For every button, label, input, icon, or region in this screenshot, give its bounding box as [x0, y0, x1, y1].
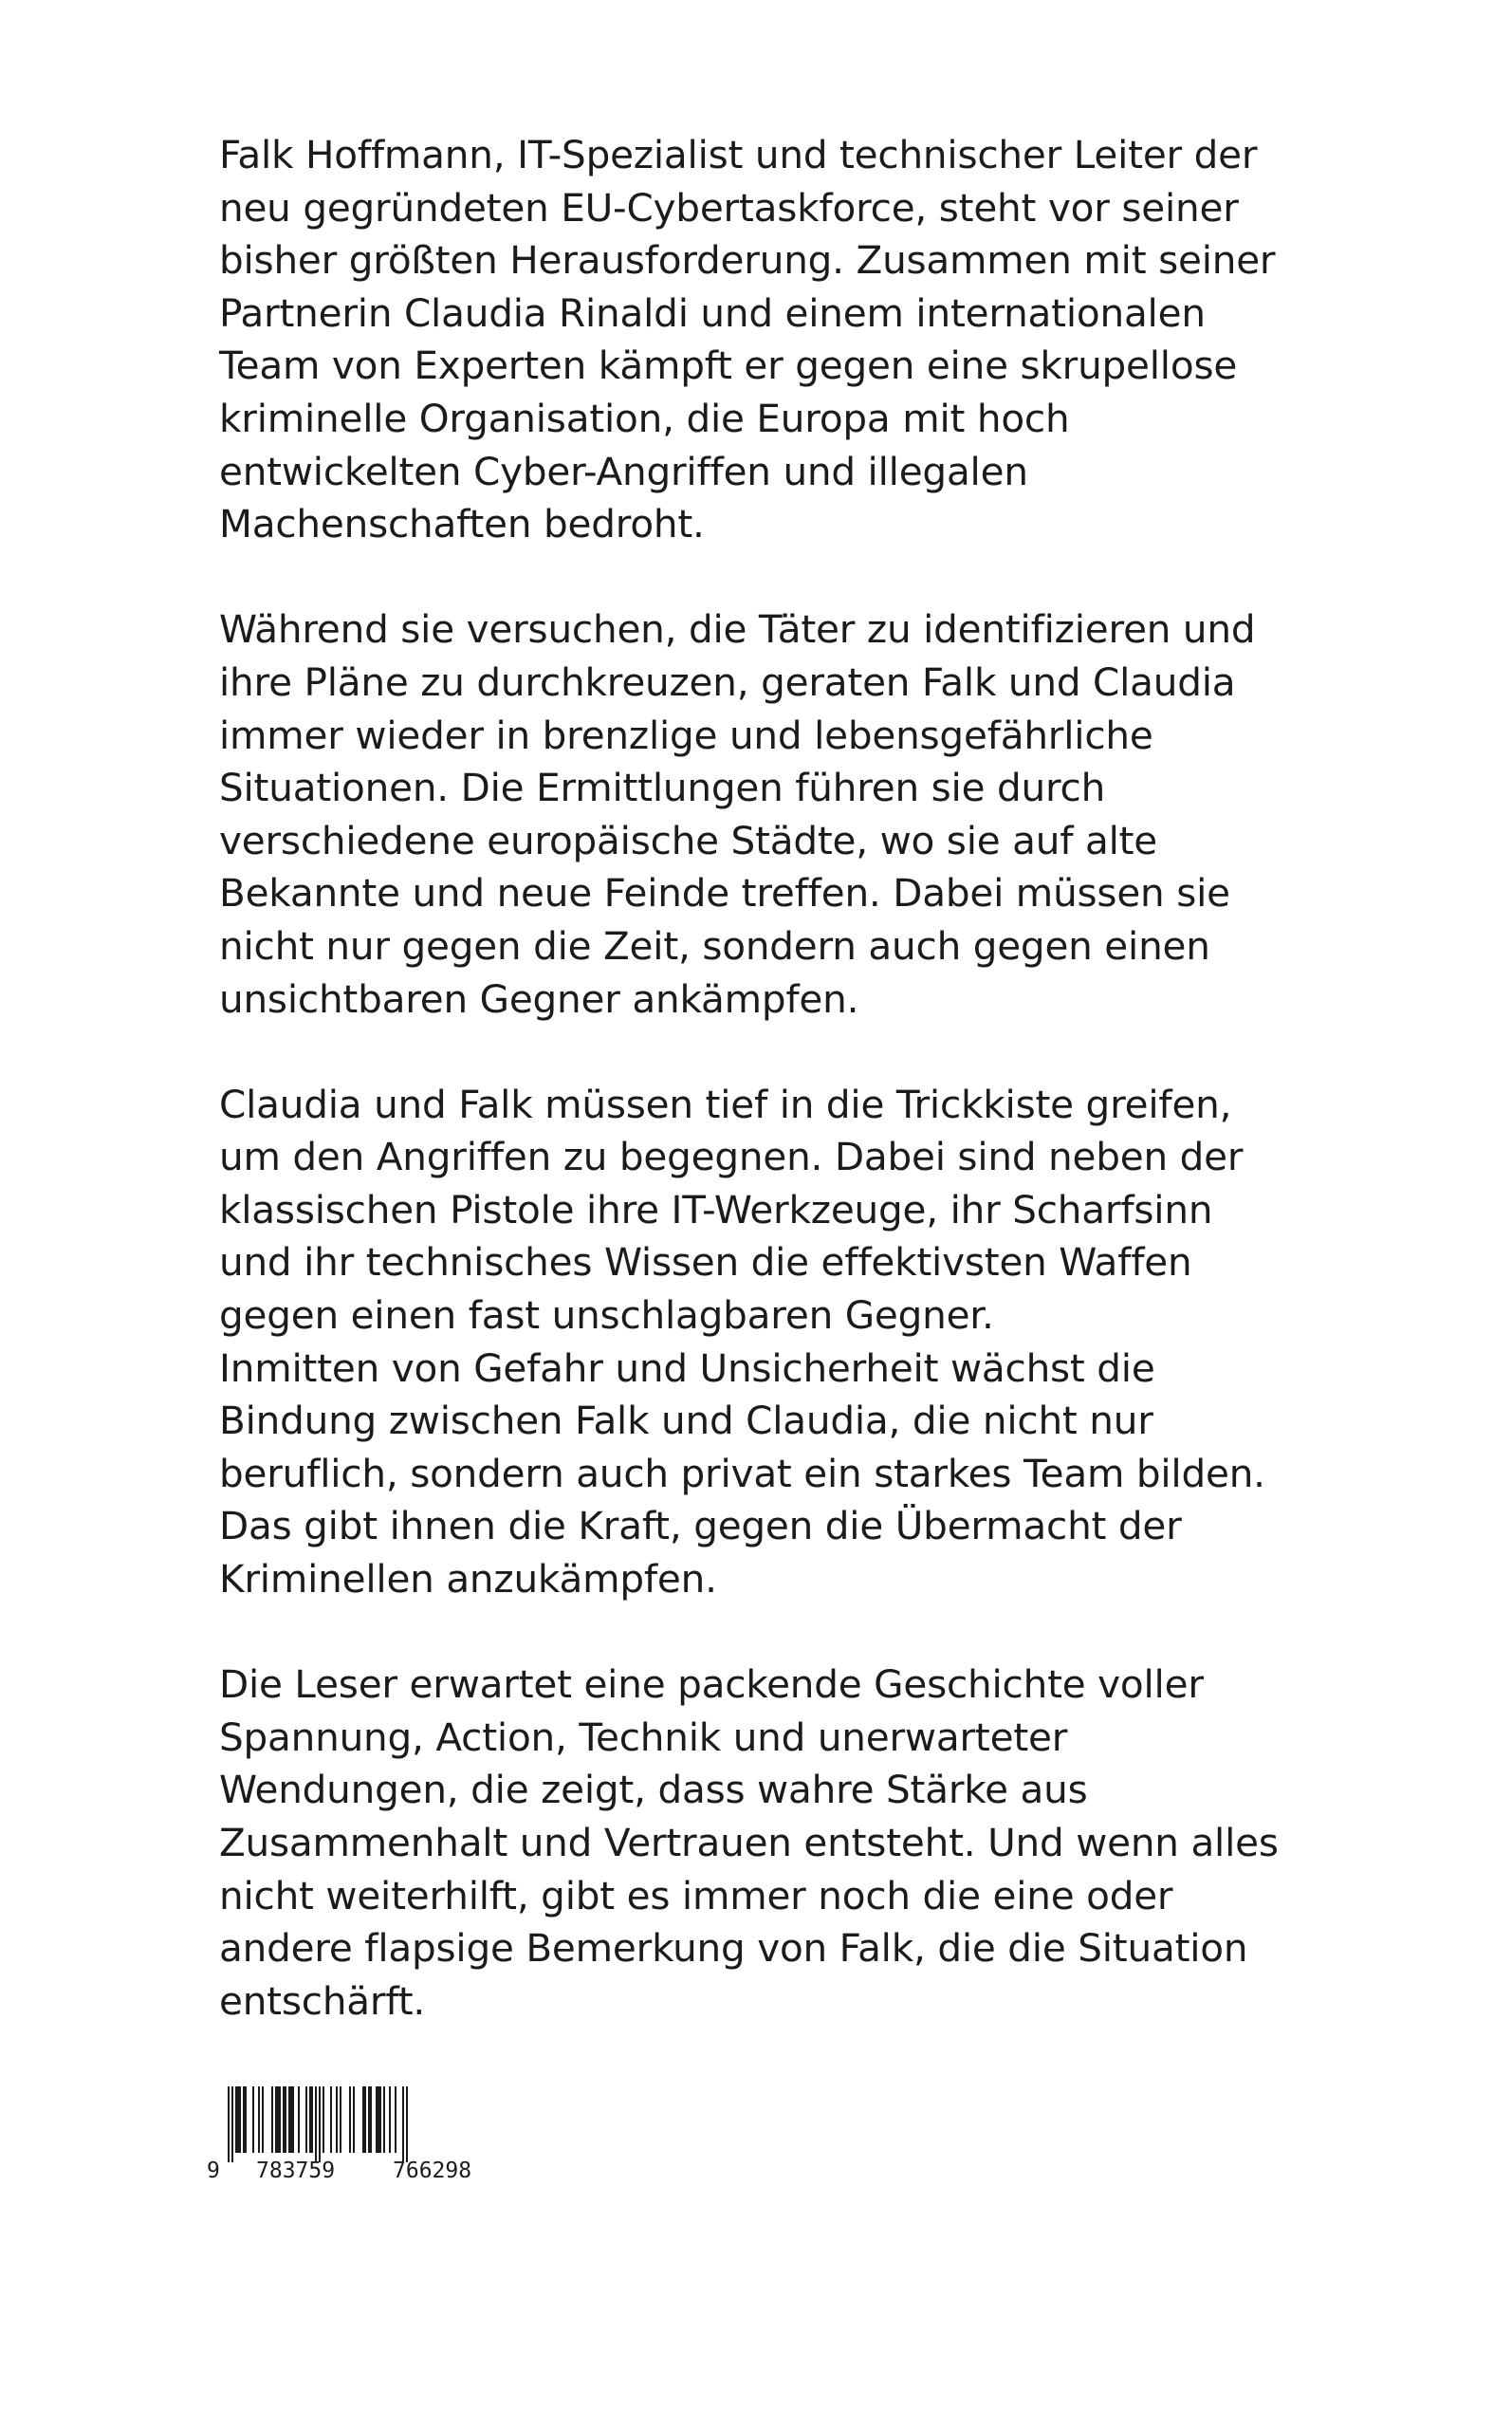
blurb-line: unsichtbaren Gegner ankämpfen. — [219, 975, 859, 1022]
barcode-bar — [277, 2086, 279, 2153]
barcode-bar — [395, 2086, 396, 2153]
barcode-bar — [364, 2086, 366, 2153]
blurb-line: beruflich, sondern auch privat ein starkes Team bilden. — [219, 1450, 1265, 1496]
barcode-bar — [336, 2086, 338, 2153]
barcode-graphic — [207, 2086, 520, 2181]
barcode-bar — [275, 2086, 277, 2153]
barcode-bar — [319, 2086, 321, 2162]
barcode-bar — [376, 2086, 378, 2153]
paragraph-gap — [219, 1026, 1357, 1079]
blurb-line: nicht weiterhilft, gibt es immer noch die eine oder — [219, 1872, 1173, 1918]
barcode-bar — [383, 2086, 385, 2153]
barcode-bar — [283, 2086, 285, 2153]
blurb-line: Situationen. Die Ermittlungen führen sie durch — [219, 765, 1106, 811]
barcode-bar — [279, 2086, 281, 2153]
blurb-line: bisher größten Herausforderung. Zusammen mit seiner — [219, 237, 1276, 284]
blurb-line: entschärft. — [219, 1977, 426, 2024]
barcode-bar — [323, 2086, 324, 2153]
isbn-barcode — [207, 2086, 520, 2181]
blurb-line: ihre Pläne zu durchkreuzen, geraten Falk und Claudia — [219, 658, 1236, 705]
blurb-line: immer wieder in brenzlige und lebensgefährliche — [219, 712, 1153, 758]
barcode-bar — [349, 2086, 351, 2153]
blurb-line: Partnerin Claudia Rinaldi und einem internationalen — [219, 289, 1206, 336]
barcode-bar — [243, 2086, 245, 2153]
blurb-line: Wendungen, die zeigt, dass wahre Stärke aus — [219, 1767, 1088, 1813]
barcode-bar — [379, 2086, 381, 2153]
blurb-line: Das gibt ihnen die Kraft, gegen die Übermacht der — [219, 1503, 1182, 1549]
barcode-bar — [309, 2086, 311, 2153]
barcode-bar — [389, 2086, 391, 2153]
blurb-paragraph — [219, 1659, 1357, 2028]
barcode-bar — [368, 2086, 370, 2153]
blurb-line: kriminelle Organisation, die Europa mit hoch — [219, 395, 1070, 441]
barcode-bar — [258, 2086, 260, 2153]
barcode-bar — [402, 2086, 404, 2162]
barcode-lead-digit: 9 — [207, 2159, 220, 2181]
barcode-bar — [237, 2086, 239, 2153]
barcode-bar — [290, 2086, 292, 2153]
blurb-line: Kriminellen anzukämpfen. — [219, 1556, 717, 1603]
barcode-bar — [311, 2086, 313, 2153]
barcode-right-group: 766298 — [393, 2159, 472, 2181]
barcode-bar — [285, 2086, 286, 2153]
barcode-bar — [239, 2086, 241, 2153]
blurb-line: Inmitten von Gefahr und Unsicherheit wächst die — [219, 1344, 1155, 1391]
barcode-bar — [406, 2086, 408, 2162]
back-cover-blurb — [219, 129, 1357, 2028]
barcode-left-group: 783759 — [256, 2159, 336, 2181]
blurb-line: um den Angriffen zu begegnen. Dabei sind neben der — [219, 1134, 1244, 1180]
barcode-bar — [370, 2086, 372, 2153]
blurb-line: Falk Hoffmann, IT-Spezialist und technischer Leiter der — [219, 132, 1258, 177]
barcode-bar — [262, 2086, 264, 2153]
blurb-line: nicht nur gegen die Zeit, sondern auch gegen einen — [219, 922, 1210, 969]
barcode-bar — [378, 2086, 379, 2153]
barcode-bar — [245, 2086, 247, 2153]
barcode-bar — [362, 2086, 364, 2153]
blurb-line: klassischen Pistole ihre IT-Werkzeuge, ihr Scharfsinn — [219, 1186, 1213, 1232]
blurb-line: Zusammenhalt und Vertrauen entsteht. Und wenn alles — [219, 1820, 1279, 1865]
barcode-bar — [298, 2086, 300, 2153]
blurb-line: entwickelten Cyber-Angriffen und illegalen — [219, 448, 1028, 494]
blurb-line: Während sie versuchen, die Täter zu identifizieren und — [219, 606, 1256, 653]
barcode-bar — [353, 2086, 355, 2153]
barcode-bar — [315, 2086, 317, 2162]
paragraph-gap — [219, 1606, 1357, 1659]
barcode-bar — [330, 2086, 332, 2153]
barcode-bar — [228, 2086, 230, 2162]
blurb-paragraph — [219, 1079, 1357, 1606]
paragraph-gap — [219, 551, 1357, 604]
barcode-bars — [228, 2086, 408, 2162]
blurb-paragraph — [219, 129, 1357, 551]
blurb-line: verschiedene europäische Städte, wo sie auf alte — [219, 817, 1158, 863]
barcode-bar — [288, 2086, 290, 2153]
barcode-bar — [340, 2086, 341, 2153]
barcode-bar — [271, 2086, 273, 2153]
blurb-line: andere flapsige Bemerkung von Falk, die die Situation — [219, 1925, 1248, 1972]
blurb-line: Die Leser erwartet eine packende Geschichte voller — [219, 1661, 1204, 1708]
blurb-line: gegen einen fast unschlagbaren Gegner. — [219, 1292, 994, 1339]
blurb-line: Bekannte und neue Feinde treffen. Dabei müssen sie — [219, 870, 1230, 917]
barcode-bar — [305, 2086, 307, 2153]
blurb-paragraph — [219, 603, 1357, 1026]
blurb-line: Machenschaften bedroht. — [219, 501, 705, 547]
blurb-line: Team von Experten kämpft er gegen eine skrupellose — [219, 343, 1238, 389]
blurb-line: neu gegründeten EU-Cybertaskforce, steht vor seiner — [219, 184, 1239, 231]
blurb-line: Claudia und Falk müssen tief in die Trickkiste greifen, — [219, 1081, 1232, 1127]
blurb-line: Bindung zwischen Falk und Claudia, die nicht nur — [219, 1398, 1153, 1444]
blurb-line: Spannung, Action, Technik und unerwarteter — [219, 1714, 1068, 1760]
blurb-line: und ihr technisches Wissen die effektivsten Waffen — [219, 1239, 1192, 1286]
barcode-bar — [231, 2086, 233, 2162]
barcode-bar — [292, 2086, 294, 2153]
barcode-bar — [235, 2086, 237, 2153]
barcode-bar — [252, 2086, 254, 2153]
